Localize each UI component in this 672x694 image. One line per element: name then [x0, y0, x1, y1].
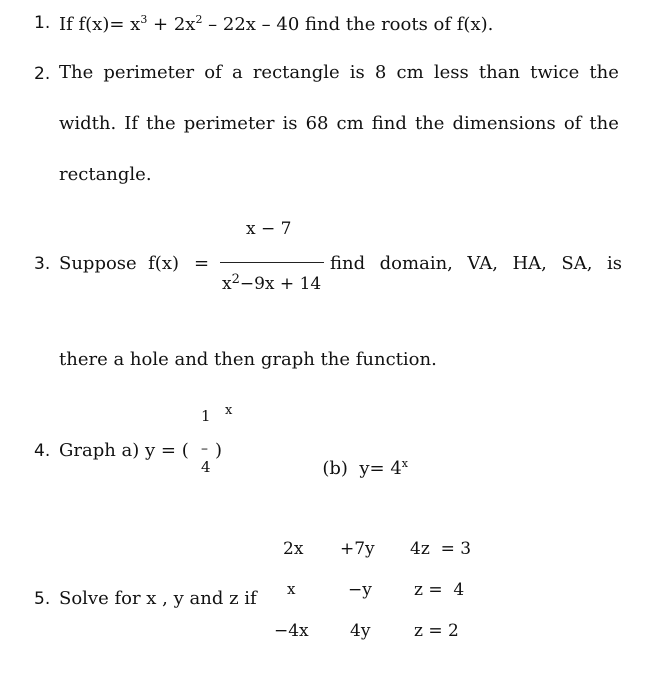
equation-cell: −y	[348, 580, 372, 600]
equation-cell: 2x	[283, 539, 304, 559]
equation-cell: 4z = 3	[410, 539, 472, 559]
exponent: x	[225, 403, 233, 418]
equation-cell: +7y	[340, 539, 375, 559]
exponent: x	[401, 457, 408, 470]
fraction-bar	[220, 262, 324, 263]
equation-cell: z = 2	[414, 621, 459, 641]
question-text-line-2: there a hole and then graph the function.	[59, 349, 437, 370]
question-number: 3.	[34, 254, 51, 274]
question-number: 5.	[34, 589, 51, 609]
question-text-line-3: rectangle.	[59, 164, 152, 185]
fraction-numerator: x − 7	[246, 219, 292, 239]
question-text-line-1: find domain, VA, HA, SA, is	[330, 253, 622, 274]
fraction-bar: –	[201, 441, 208, 457]
fraction-denominator: $x^2-9x + 14$	[222, 272, 322, 294]
equation-cell: x	[287, 580, 296, 598]
fraction-denominator: 4	[201, 458, 211, 476]
equation-cell: −4x	[274, 621, 309, 641]
question-number: 2.	[34, 64, 51, 84]
question-label: Suppose f(x)	[59, 253, 179, 274]
part-b-text: (b) $y= 4^x$	[322, 457, 408, 479]
equation-cell: 4y	[350, 621, 371, 641]
equals-sign: =	[194, 253, 210, 274]
question-text-line-2: width. If the perimeter is 68 cm find the dimensions of the	[59, 113, 619, 134]
question-number: 4.	[34, 441, 51, 461]
exponent: 2	[195, 13, 203, 26]
close-paren: )	[215, 440, 223, 461]
question-text: If $f(x)= x^3 + 2x^2 - 22x - 40$ find the roots of f(x).	[59, 13, 494, 35]
equation-cell: z = 4	[414, 580, 465, 600]
exponent: 3	[140, 13, 148, 26]
question-label: Solve for x , y and z if	[59, 588, 257, 609]
fraction-numerator: 1	[201, 407, 211, 425]
exponent: 2	[231, 272, 240, 287]
question-text-line-1: The perimeter of a rectangle is 8 cm less than twice the	[59, 62, 619, 83]
question-number: 1.	[34, 13, 51, 33]
question-label: Graph a) y = (	[59, 440, 189, 461]
